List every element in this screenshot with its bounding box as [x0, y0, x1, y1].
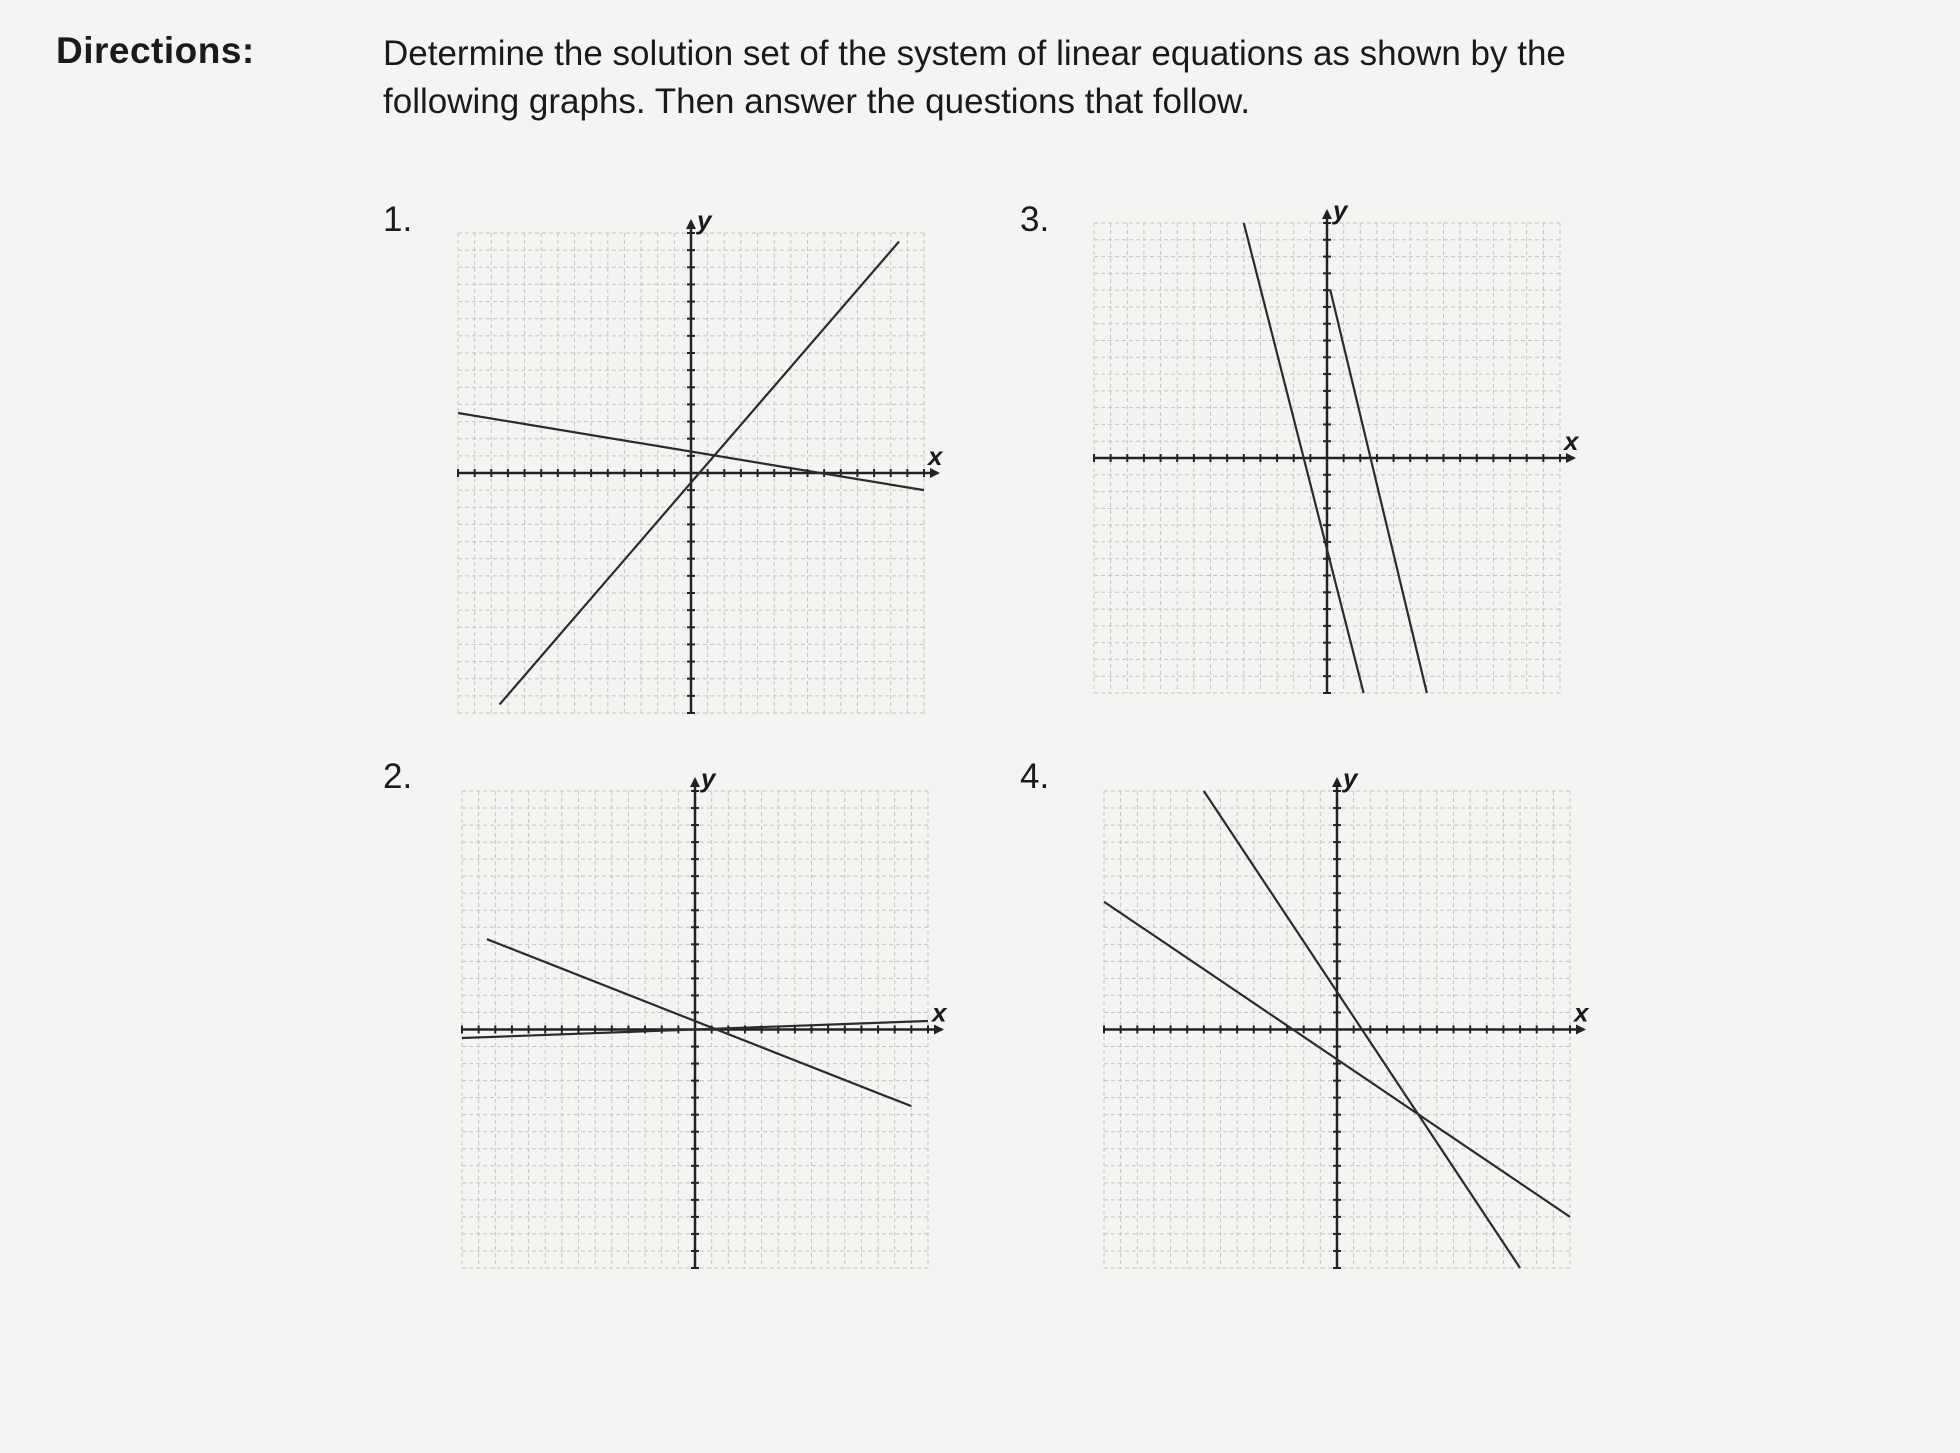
graph-2-svg [450, 763, 960, 1280]
instruction-line-1: Determine the solution set of the system of linear equations as shown by the [383, 34, 1566, 73]
graph-line-a [487, 939, 911, 1106]
graph-3-svg [1082, 195, 1592, 705]
problem-number-4: 4. [1020, 757, 1050, 796]
y-axis-label: y [701, 763, 716, 793]
instruction-line-2: following graphs. Then answer the questions that follow. [383, 82, 1251, 121]
problem-number-1: 1. [383, 200, 413, 239]
directions-instruction [383, 30, 1783, 126]
x-axis-label: x [1574, 997, 1589, 1028]
x-axis-label: x [1564, 426, 1579, 456]
y-axis-label: y [1343, 763, 1358, 793]
graph-3 [1082, 195, 1592, 705]
x-axis-label: x [928, 441, 943, 471]
x-axis-label: x [932, 997, 947, 1028]
problem-number-3: 3. [1020, 200, 1050, 239]
y-axis-label: y [697, 205, 712, 235]
graph-4-svg [1092, 763, 1602, 1280]
graph-2 [450, 763, 960, 1280]
graph-1 [446, 205, 956, 725]
y-axis-label: y [1333, 195, 1348, 225]
y-axis-arrow-icon [1332, 777, 1342, 787]
y-axis-arrow-icon [1322, 209, 1332, 219]
graph-4 [1092, 763, 1602, 1280]
y-axis-arrow-icon [686, 219, 696, 229]
y-axis-arrow-icon [690, 777, 700, 787]
directions-label: Directions: [56, 30, 255, 71]
problem-number-2: 2. [383, 757, 413, 796]
graph-1-svg [446, 205, 956, 725]
